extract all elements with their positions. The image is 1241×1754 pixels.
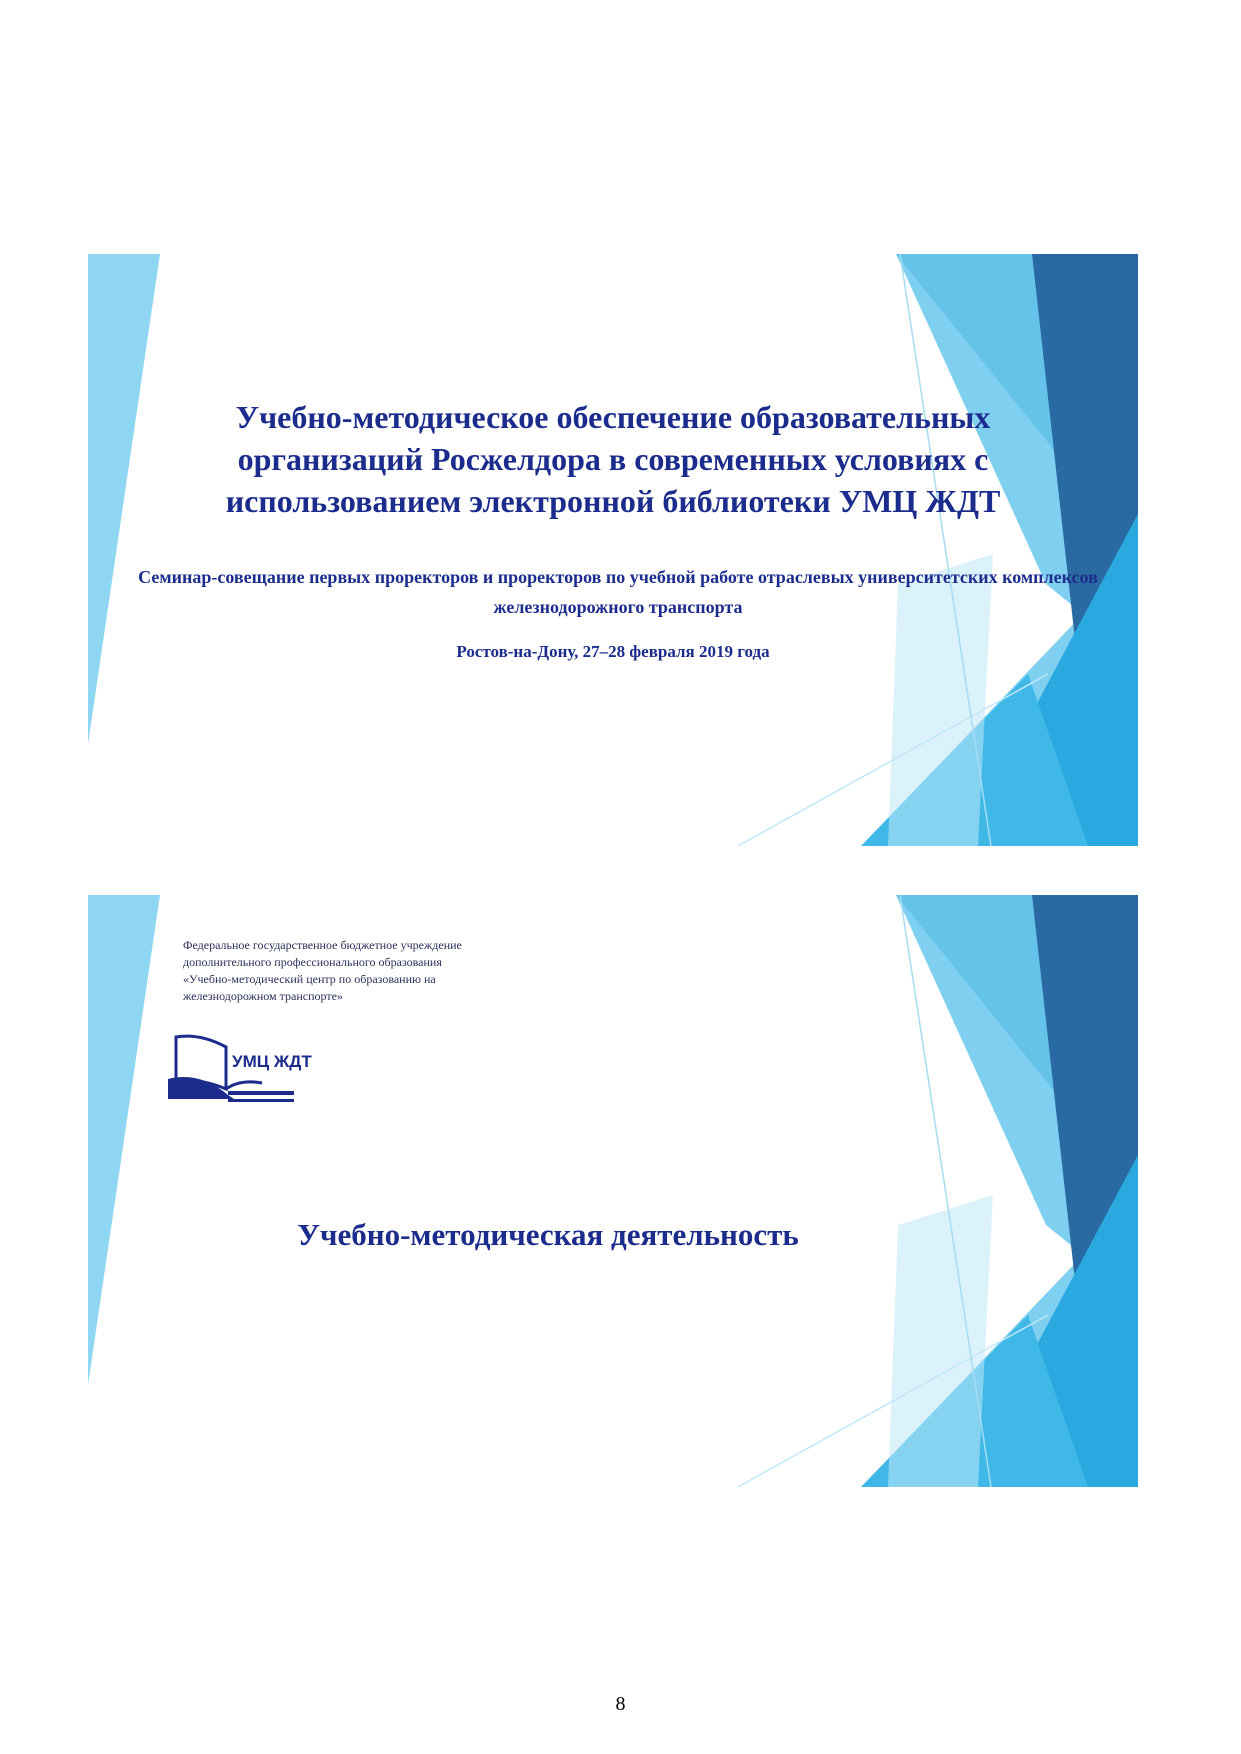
slide-background-decoration [88,254,1138,846]
slide-title: Учебно-методическое обеспечение образовательных организаций Росжелдора в современных условиях с использованием электронной библиотеки УМЦ ЖДТ [225,399,1001,519]
slide-subtitle: Семинар-совещание первых проректоров и проректоров по учебной работе отраслевых университетских комплексов железнодорожного транспорта [138,567,1098,617]
page-number: 8 [615,1693,626,1715]
section-slide [88,895,1138,1487]
organization-line: Федеральное государственное бюджетное учреждение [183,938,462,952]
slide-date-location: Ростов-на-Дону, 27–28 февраля 2019 года [456,642,770,661]
organization-line: дополнительного профессионального образования [183,955,442,969]
organization-line: «Учебно-методический центр по образованию на [183,972,436,986]
section-title: Учебно-методическая деятельность [297,1217,799,1252]
umc-zhdt-logo [168,1025,312,1105]
title-slide [88,254,1138,846]
organization-line: железнодорожном транспорте» [183,989,343,1003]
organization-name [183,937,623,1005]
svg-text:УМЦ ЖДТ: УМЦ ЖДТ [232,1052,312,1071]
